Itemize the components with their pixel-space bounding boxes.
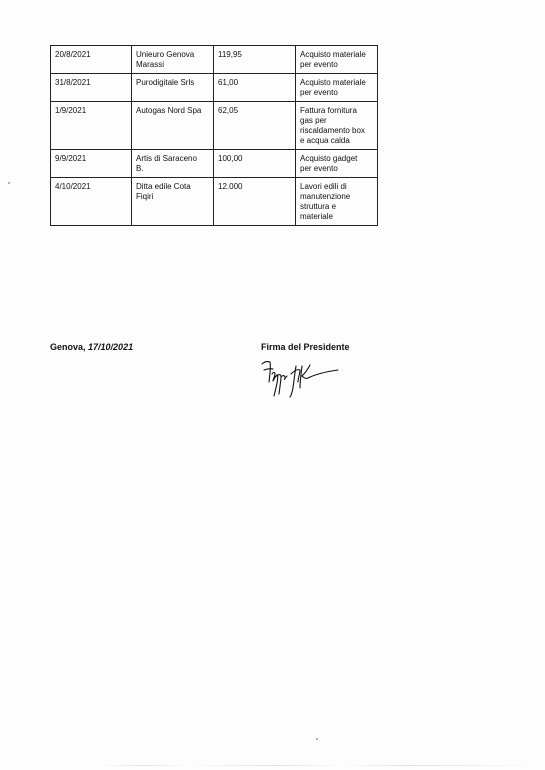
supplier-cell: Artis di Saraceno B. [132, 150, 214, 178]
date-cell: 9/9/2021 [51, 150, 132, 178]
amount-cell: 62,05 [214, 102, 296, 150]
table-row [51, 74, 378, 102]
table-row [51, 178, 378, 226]
president-signature [258, 356, 342, 398]
amount-cell: 100,00 [214, 150, 296, 178]
place-and-date [50, 342, 133, 352]
date-cell: 20/8/2021 [51, 46, 132, 74]
table-row [51, 150, 378, 178]
date-cell: 1/9/2021 [51, 102, 132, 150]
scan-edge-artifact [100, 765, 540, 766]
amount-cell: 119,95 [214, 46, 296, 74]
signature-title: Firma del Presidente [261, 342, 350, 352]
expenses-table [50, 45, 378, 226]
description-cell: Acquisto materiale per evento [296, 74, 378, 102]
scan-speck [316, 738, 318, 740]
amount-cell: 12.000 [214, 178, 296, 226]
description-cell: Lavori edili di manutenzione struttura e materiale [296, 178, 378, 226]
supplier-cell: Purodigitale Srls [132, 74, 214, 102]
table-row [51, 102, 378, 150]
supplier-cell: Unieuro Genova Marassi [132, 46, 214, 74]
supplier-cell: Ditta edile Cota Fiqiri [132, 178, 214, 226]
date-cell: 4/10/2021 [51, 178, 132, 226]
description-cell: Acquisto materiale per evento [296, 46, 378, 74]
supplier-cell: Autogas Nord Spa [132, 102, 214, 150]
amount-cell: 61,00 [214, 74, 296, 102]
description-cell: Fattura fornitura gas per riscaldamento box e acqua calda [296, 102, 378, 150]
table-row [51, 46, 378, 74]
scan-speck [8, 182, 10, 184]
date-cell: 31/8/2021 [51, 74, 132, 102]
document-date: 17/10/2021 [88, 342, 134, 352]
description-cell: Acquisto gadget per evento [296, 150, 378, 178]
place-label: Genova, [50, 342, 86, 352]
